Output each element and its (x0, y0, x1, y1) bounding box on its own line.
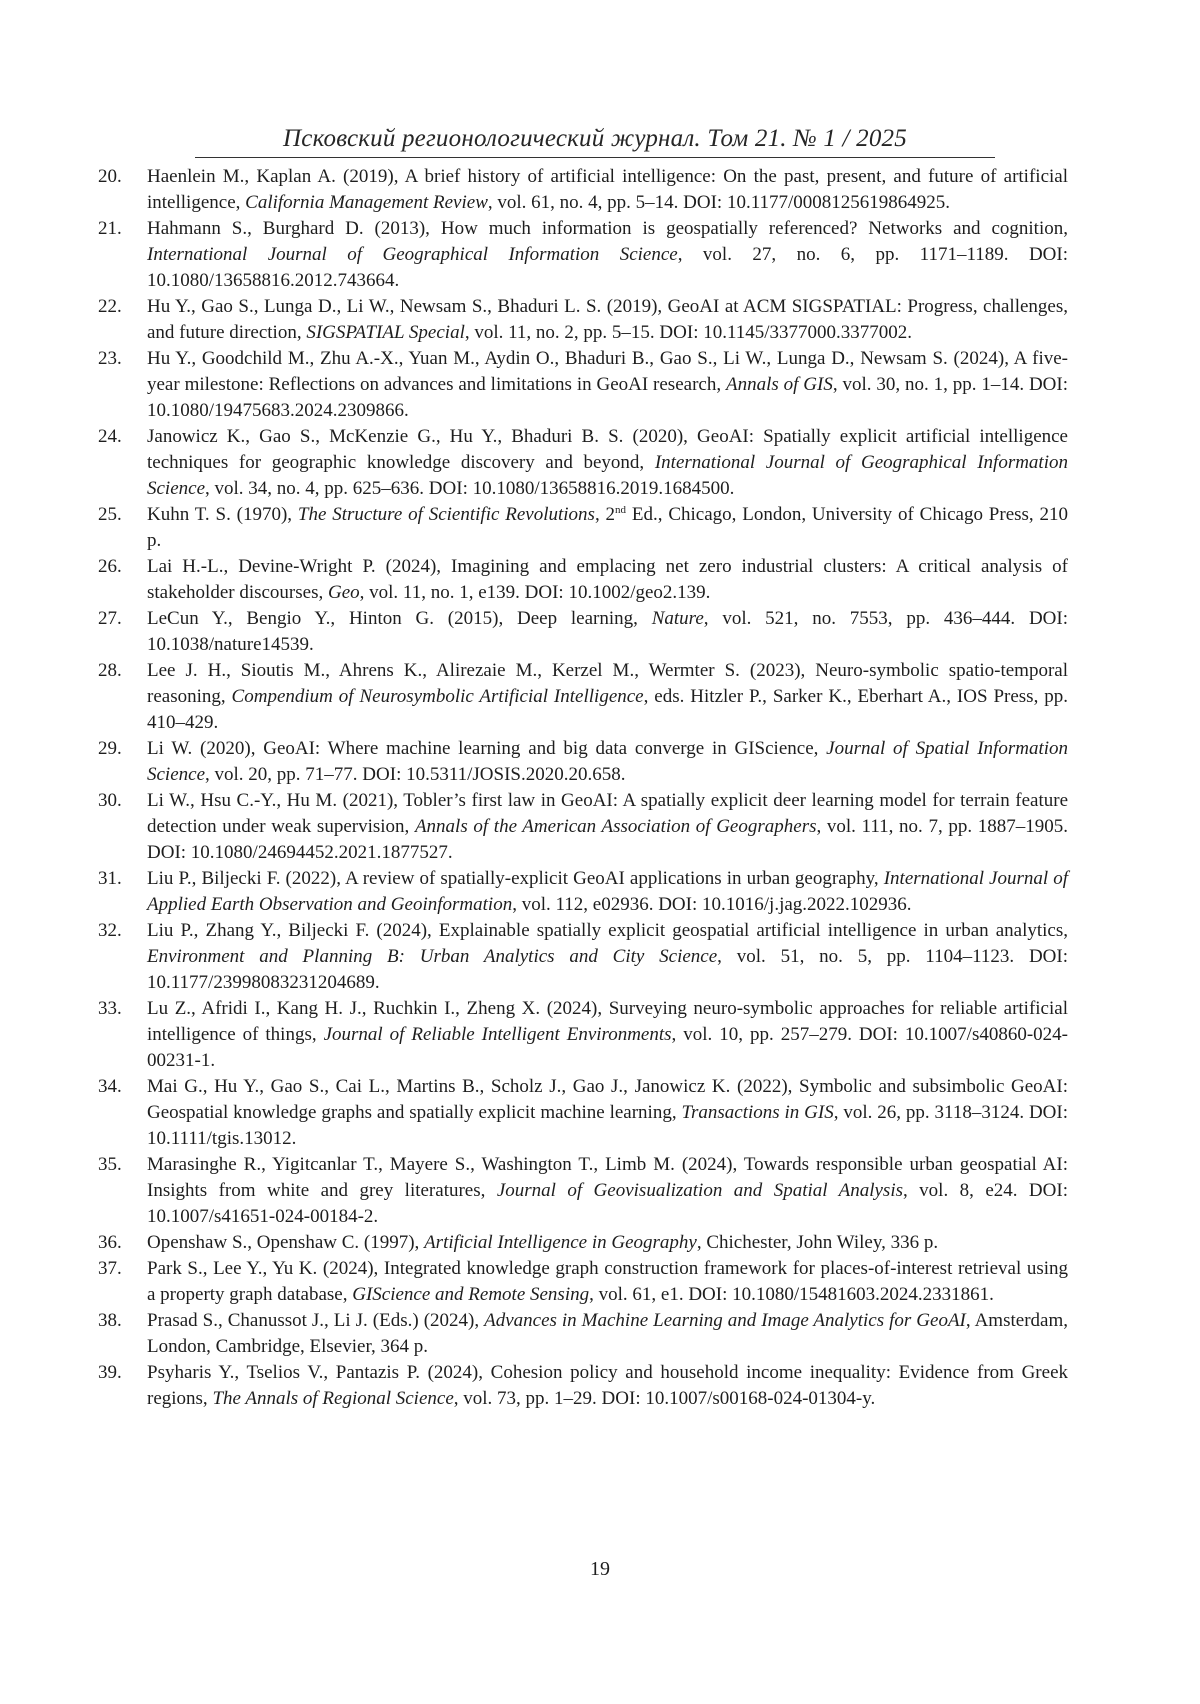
reference-item (98, 788, 1068, 866)
reference-item (98, 1074, 1068, 1152)
reference-text-segment: , vol. 61, e1. DOI: 10.1080/15481603.2024.2331861. (589, 1284, 994, 1305)
reference-item (98, 1256, 1068, 1308)
reference-text-segment: Li W., Hsu C.-Y., Hu M. (2021), Tobler’s first law in GeoAI: A spatially explicit deer learning model for terrain feature detection under weak supervision, (147, 790, 1068, 837)
reference-item (98, 1152, 1068, 1230)
reference-source-title: Journal of Spatial Information Science (147, 738, 1068, 785)
reference-number: 28. (98, 658, 138, 684)
reference-number: 32. (98, 918, 138, 944)
reference-text-segment: , vol. 8, e24. DOI: 10.1007/s41651-024-00184-2. (147, 1180, 1068, 1227)
journal-page (0, 0, 1200, 1704)
reference-item (98, 1360, 1068, 1412)
reference-source-title: GIScience and Remote Sensing (352, 1284, 589, 1305)
reference-source-title: International Journal of Applied Earth Observation and Geoinformation (147, 868, 1068, 915)
reference-text-segment: , vol. 11, no. 2, pp. 5–15. DOI: 10.1145/3377000.3377002. (465, 322, 912, 343)
reference-text (147, 918, 1068, 996)
reference-item (98, 424, 1068, 502)
reference-text (147, 294, 1068, 346)
reference-text (147, 502, 1068, 554)
reference-text (147, 1256, 1068, 1308)
reference-text-segment: Janowicz K., Gao S., McKenzie G., Hu Y., Bhaduri B. S. (2020), GeoAI: Spatially explicit artificial intelligence techniques for geographic knowledge discovery and beyond, (147, 426, 1068, 473)
reference-text (147, 996, 1068, 1074)
header-divider (195, 157, 995, 158)
reference-number: 36. (98, 1230, 138, 1256)
reference-item (98, 164, 1068, 216)
reference-list (98, 164, 1068, 1412)
reference-source-title: The Structure of Scientific Revolutions (298, 504, 595, 525)
reference-text (147, 1360, 1068, 1412)
reference-text (147, 866, 1068, 918)
reference-number: 20. (98, 164, 138, 190)
reference-item (98, 606, 1068, 658)
reference-text-segment: , vol. 61, no. 4, pp. 5–14. DOI: 10.1177/0008125619864925. (488, 192, 950, 213)
reference-text-segment: Liu P., Zhang Y., Biljecki F. (2024), Explainable spatially explicit geospatial artificial intelligence in urban analytics, (147, 920, 1068, 941)
reference-text-segment: Lee J. H., Sioutis M., Ahrens K., Alirezaie M., Kerzel M., Wermter S. (2023), Neuro-symbolic spatio-temporal reasoning, (147, 660, 1068, 707)
reference-text-segment: Hahmann S., Burghard D. (2013), How much information is geospatially referenced? Networks and cognition, (147, 218, 1068, 239)
reference-item (98, 736, 1068, 788)
reference-source-title: The Annals of Regional Science (212, 1388, 453, 1409)
reference-item (98, 294, 1068, 346)
reference-text (147, 736, 1068, 788)
reference-text-segment: , vol. 73, pp. 1–29. DOI: 10.1007/s00168-024-01304-y. (454, 1388, 876, 1409)
reference-text-segment: , vol. 11, no. 1, e139. DOI: 10.1002/geo2.139. (360, 582, 711, 603)
reference-text-segment: Lai H.-L., Devine-Wright P. (2024), Imagining and emplacing net zero industrial clusters: A critical analysis of stakeholder discourses, (147, 556, 1068, 603)
page-number: 19 (0, 1557, 1200, 1581)
reference-text-segment: Liu P., Biljecki F. (2022), A review of spatially-explicit GeoAI applications in urban geography, (147, 868, 884, 889)
reference-number: 33. (98, 996, 138, 1022)
reference-item (98, 216, 1068, 294)
reference-source-title: Geo (328, 582, 360, 603)
reference-text-segment: , 2 (595, 504, 615, 525)
reference-number: 24. (98, 424, 138, 450)
reference-text (147, 1230, 1068, 1256)
reference-number: 39. (98, 1360, 138, 1386)
reference-source-title: Compendium of Neurosymbolic Artificial Intelligence (232, 686, 644, 707)
reference-text-segment: , vol. 111, no. 7, pp. 1887–1905. DOI: 10.1080/24694452.2021.1877527. (147, 816, 1068, 863)
reference-text-segment: Ed., Chicago, London, University of Chicago Press, 210 p. (147, 504, 1068, 551)
reference-source-title: International Journal of Geographical Information Science (147, 244, 678, 265)
reference-text-segment: Li W. (2020), GeoAI: Where machine learning and big data converge in GIScience, (147, 738, 826, 759)
reference-text (147, 346, 1068, 424)
reference-text (147, 216, 1068, 294)
reference-text-segment: Psyharis Y., Tselios V., Pantazis P. (2024), Cohesion policy and household income inequality: Evidence from Greek regions, (147, 1362, 1068, 1409)
reference-text-segment: LeCun Y., Bengio Y., Hinton G. (2015), Deep learning, (147, 608, 652, 629)
reference-number: 31. (98, 866, 138, 892)
reference-number: 22. (98, 294, 138, 320)
reference-item (98, 996, 1068, 1074)
reference-item (98, 658, 1068, 736)
reference-text-segment: , vol. 30, no. 1, pp. 1–14. DOI: 10.1080/19475683.2024.2309866. (147, 374, 1068, 421)
reference-number: 27. (98, 606, 138, 632)
reference-text-segment: Marasinghe R., Yigitcanlar T., Mayere S., Washington T., Limb M. (2024), Towards responsible urban geospatial AI: Insights from white and grey literatures, (147, 1154, 1068, 1201)
reference-text (147, 424, 1068, 502)
reference-text-segment: , vol. 521, no. 7553, pp. 436–444. DOI: 10.1038/nature14539. (147, 608, 1068, 655)
reference-source-title: California Management Review (245, 192, 488, 213)
reference-text-segment: Prasad S., Chanussot J., Li J. (Eds.) (2024), (147, 1310, 484, 1331)
reference-number: 30. (98, 788, 138, 814)
reference-text-segment: , vol. 112, e02936. DOI: 10.1016/j.jag.2022.102936. (512, 894, 911, 915)
reference-text-segment: , vol. 34, no. 4, pp. 625–636. DOI: 10.1080/13658816.2019.1684500. (205, 478, 734, 499)
reference-number: 34. (98, 1074, 138, 1100)
reference-text-segment: , vol. 27, no. 6, pp. 1171–1189. DOI: 10.1080/13658816.2012.743664. (147, 244, 1068, 291)
reference-source-title: SIGSPATIAL Special (306, 322, 465, 343)
reference-number: 38. (98, 1308, 138, 1334)
reference-text-segment: , vol. 26, pp. 3118–3124. DOI: 10.1111/tgis.13012. (147, 1102, 1068, 1149)
reference-text-segment: , vol. 51, no. 5, pp. 1104–1123. DOI: 10.1177/23998083231204689. (147, 946, 1068, 993)
reference-text-segment: Openshaw S., Openshaw C. (1997), (147, 1232, 424, 1253)
reference-text (147, 1308, 1068, 1360)
reference-item (98, 1308, 1068, 1360)
reference-text-segment: Lu Z., Afridi I., Kang H. J., Ruchkin I., Zheng X. (2024), Surveying neuro-symbolic approaches for reliable artificial intelligence of things, (147, 998, 1068, 1045)
reference-text-segment: Mai G., Hu Y., Gao S., Cai L., Martins B., Scholz J., Gao J., Janowicz K. (2022), Symbolic and subsimbolic GeoAI: Geospatial knowledge graphs and spatially explicit machine learning, (147, 1076, 1068, 1123)
reference-item (98, 346, 1068, 424)
reference-source-title: Annals of GIS (726, 374, 833, 395)
reference-text (147, 164, 1068, 216)
reference-item (98, 866, 1068, 918)
reference-text-segment: Haenlein M., Kaplan A. (2019), A brief history of artificial intelligence: On the past, present, and future of artificial intelligence, (147, 166, 1068, 213)
reference-text-segment: Hu Y., Gao S., Lunga D., Li W., Newsam S., Bhaduri L. S. (2019), GeoAI at ACM SIGSPATIAL: Progress, challenges, and future direction, (147, 296, 1068, 343)
running-head-title: Псковский регионологический журнал. Том 21. № 1 / 2025 (195, 124, 995, 154)
reference-source-title: Annals of the American Association of Geographers (415, 816, 817, 837)
reference-number: 23. (98, 346, 138, 372)
reference-source-title: Artificial Intelligence in Geography (424, 1232, 697, 1253)
reference-number: 21. (98, 216, 138, 242)
reference-source-title: Advances in Machine Learning and Image Analytics for GeoAI (484, 1310, 966, 1331)
reference-text-segment: , eds. Hitzler P., Sarker K., Eberhart A., IOS Press, pp. 410–429. (147, 686, 1068, 733)
reference-item (98, 1230, 1068, 1256)
reference-source-title: Transactions in GIS (681, 1102, 833, 1123)
reference-source-title: Journal of Reliable Intelligent Environments (324, 1024, 672, 1045)
reference-text-segment: Kuhn T. S. (1970), (147, 504, 298, 525)
reference-text-segment: , Amsterdam, London, Cambridge, Elsevier, 364 p. (147, 1310, 1068, 1357)
reference-source-title: International Journal of Geographical Information Science (147, 452, 1068, 499)
reference-text (147, 1074, 1068, 1152)
reference-source-title: Nature (652, 608, 704, 629)
reference-source-title: Journal of Geovisualization and Spatial Analysis (497, 1180, 903, 1201)
reference-text-segment: , vol. 20, pp. 71–77. DOI: 10.5311/JOSIS.2020.20.658. (205, 764, 625, 785)
reference-text (147, 554, 1068, 606)
reference-number: 26. (98, 554, 138, 580)
reference-number: 35. (98, 1152, 138, 1178)
reference-text (147, 606, 1068, 658)
ordinal-superscript: nd (615, 504, 626, 516)
reference-item (98, 918, 1068, 996)
reference-item (98, 502, 1068, 554)
reference-text-segment: , Chichester, John Wiley, 336 p. (697, 1232, 938, 1253)
reference-number: 25. (98, 502, 138, 528)
reference-text (147, 788, 1068, 866)
reference-text (147, 1152, 1068, 1230)
reference-text-segment: , vol. 10, pp. 257–279. DOI: 10.1007/s40860-024-00231-1. (147, 1024, 1068, 1071)
reference-text (147, 658, 1068, 736)
reference-number: 37. (98, 1256, 138, 1282)
reference-text-segment: Park S., Lee Y., Yu K. (2024), Integrated knowledge graph construction framework for places-of-interest retrieval using a property graph database, (147, 1258, 1068, 1305)
reference-text-segment: Hu Y., Goodchild M., Zhu A.-X., Yuan M., Aydin O., Bhaduri B., Gao S., Li W., Lunga D., Newsam S. (2024), A five-year milestone: Reflections on advances and limitations in GeoAI research, (147, 348, 1068, 395)
reference-number: 29. (98, 736, 138, 762)
reference-item (98, 554, 1068, 606)
reference-source-title: Environment and Planning B: Urban Analytics and City Science (147, 946, 717, 967)
